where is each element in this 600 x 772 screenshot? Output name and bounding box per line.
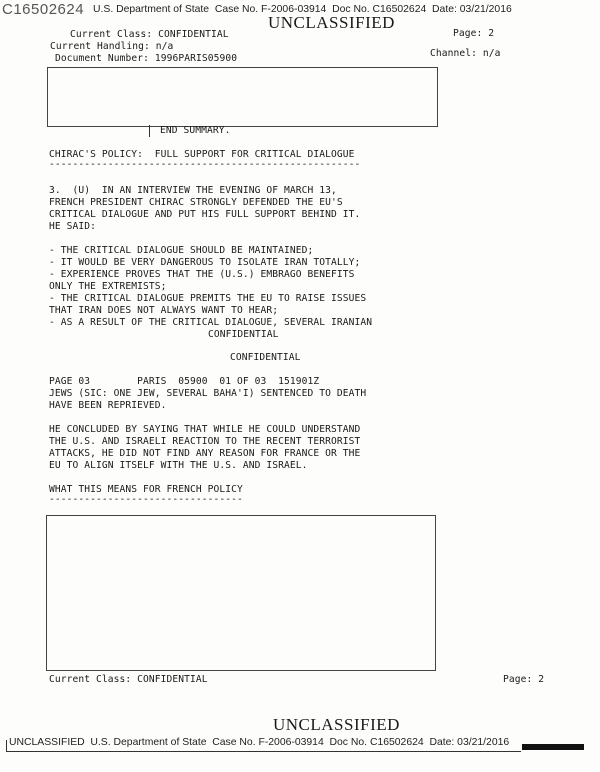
text-line: CRITICAL DIALOGUE AND PUT HIS FULL SUPPORT BEHIND IT. [49, 209, 361, 220]
text-line: ATTACKS, HE DID NOT FIND ANY REASON FOR FRANCE OR THE [49, 448, 361, 459]
declassification-stamp: U.S. Department of State Case No. F-2006-03914 Doc No. C16502624 Date: 03/21/2016 [93, 4, 512, 15]
section-underline: --------------------------------- [49, 494, 243, 505]
text-line: JEWS (SIC: ONE JEW, SEVERAL BAHA'I) SENTENCED TO DEATH [49, 388, 367, 399]
classification-marking: CONFIDENTIAL [208, 329, 279, 340]
section-underline: ----------------------------------------------------- [49, 159, 361, 170]
section-title-french-policy: WHAT THIS MEANS FOR FRENCH POLICY [49, 484, 243, 495]
stamp-underline [6, 751, 521, 752]
classification-banner-bottom: UNCLASSIFIED [273, 715, 400, 734]
list-item: - AS A RESULT OF THE CRITICAL DIALOGUE, SEVERAL IRANIAN [49, 317, 373, 328]
classification-marking: CONFIDENTIAL [230, 352, 301, 363]
list-item: - IT WOULD BE VERY DANGEROUS TO ISOLATE IRAN TOTALLY; [49, 257, 361, 268]
stamp-bracket [6, 740, 7, 751]
channel: Channel: n/a [430, 48, 501, 59]
stamp-bar [522, 744, 584, 750]
document-number: Document Number: 1996PARIS05900 [55, 53, 238, 64]
current-handling: Current Handling: n/a [50, 41, 174, 52]
doc-code: C16502624 [2, 1, 85, 18]
text-line: EU TO ALIGN ITSELF WITH THE U.S. AND ISRAEL. [49, 460, 308, 471]
text-line: HE SAID: [49, 221, 97, 232]
end-summary: END SUMMARY. [160, 125, 231, 136]
text-line: FRENCH PRESIDENT CHIRAC STRONGLY DEFENDED THE EU'S [49, 197, 343, 208]
page-number-top: Page: 2 [453, 28, 495, 39]
current-class-footer: Current Class: CONFIDENTIAL [49, 674, 208, 685]
section-title-chirac-policy: CHIRAC'S POLICY: FULL SUPPORT FOR CRITICAL DIALOGUE [49, 149, 355, 160]
list-item: THAT IRAN DOES NOT ALWAYS WANT TO HEAR; [49, 305, 279, 316]
list-item: - THE CRITICAL DIALOGUE SHOULD BE MAINTAINED; [49, 245, 314, 256]
list-item: ONLY THE EXTREMISTS; [49, 281, 167, 292]
list-item: - THE CRITICAL DIALOGUE PREMITS THE EU TO RAISE ISSUES [49, 293, 367, 304]
redaction-box [47, 67, 438, 127]
list-item: - EXPERIENCE PROVES THAT THE (U.S.) EMBRAGO BENEFITS [49, 269, 355, 280]
text-line: 3. (U) IN AN INTERVIEW THE EVENING OF MARCH 13, [49, 185, 337, 196]
page-line: PAGE 03 PARIS 05900 01 OF 03 151901Z [49, 376, 320, 387]
redaction-box-tab [149, 125, 150, 137]
classification-banner-top: UNCLASSIFIED [268, 13, 395, 32]
text-line: HAVE BEEN REPRIEVED. [49, 400, 167, 411]
text-line: THE U.S. AND ISRAELI REACTION TO THE RECENT TERRORIST [49, 436, 361, 447]
current-class: Current Class: CONFIDENTIAL [70, 29, 229, 40]
declassification-stamp-bottom: UNCLASSIFIED U.S. Department of State Case No. F-2006-03914 Doc No. C16502624 Date: 03/21/2016 [9, 737, 510, 748]
text-line: HE CONCLUDED BY SAYING THAT WHILE HE COULD UNDERSTAND [49, 424, 361, 435]
page-number-bottom: Page: 2 [503, 674, 545, 685]
redaction-box [46, 515, 436, 671]
